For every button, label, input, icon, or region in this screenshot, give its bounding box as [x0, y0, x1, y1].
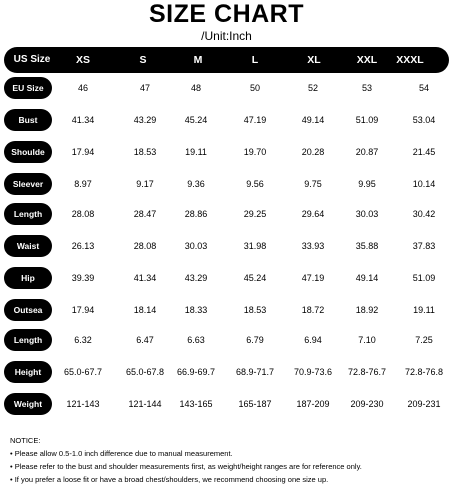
size-s: S: [139, 54, 147, 66]
row-label: Waist: [4, 235, 52, 257]
row-label: Hip: [4, 267, 52, 289]
table-cell: 51.09: [355, 115, 379, 125]
table-cell: 30.03: [355, 209, 379, 219]
table-cell: 18.33: [184, 305, 208, 315]
table-cell: 17.94: [71, 147, 95, 157]
table-cell: 143-165: [179, 399, 213, 409]
table-cell: 51.09: [412, 273, 436, 283]
size-xxxl: XXXL: [396, 54, 424, 66]
notice-item: • Please allow 0.5-1.0 inch difference due to manual measurement.: [10, 449, 233, 458]
table-cell: 19.70: [243, 147, 267, 157]
notice-section: [10, 434, 450, 486]
row-label: EU Size: [4, 77, 52, 99]
table-cell: 18.92: [355, 305, 379, 315]
notice-item: • If you prefer a loose fit or have a broad chest/shoulders, we recommend choosing one size up.: [10, 475, 329, 484]
table-cell: 9.36: [187, 179, 205, 189]
table-cell: 46: [77, 83, 88, 93]
table-cell: 33.93: [301, 241, 325, 251]
table-row: [0, 329, 453, 351]
table-cell: 45.24: [184, 115, 208, 125]
table-cell: 7.25: [415, 335, 433, 345]
table-cell: 8.97: [74, 179, 92, 189]
table-cell: 72.8-76.7: [347, 367, 387, 377]
row-label: Outsea: [4, 299, 52, 321]
table-cell: 18.72: [301, 305, 325, 315]
table-cell: 18.53: [243, 305, 267, 315]
table-cell: 20.87: [355, 147, 379, 157]
table-row: [0, 235, 453, 257]
table-cell: 47.19: [243, 115, 267, 125]
table-cell: 18.53: [133, 147, 157, 157]
table-cell: 45.24: [243, 273, 267, 283]
size-header-row: [0, 47, 453, 73]
size-l: L: [251, 54, 259, 66]
table-cell: 48: [190, 83, 201, 93]
table-cell: 53: [361, 83, 372, 93]
table-cell: 7.10: [358, 335, 376, 345]
size-xxl: XXL: [356, 54, 378, 66]
table-row: [0, 393, 453, 415]
table-cell: 35.88: [355, 241, 379, 251]
table-cell: 187-209: [296, 399, 330, 409]
table-cell: 121-143: [66, 399, 100, 409]
table-cell: 10.14: [412, 179, 436, 189]
notice-item: • Please refer to the bust and shoulder measurements first, as weight/height ranges are for reference only.: [10, 462, 362, 471]
table-cell: 9.17: [136, 179, 154, 189]
table-cell: 52: [307, 83, 318, 93]
table-cell: 20.28: [301, 147, 325, 157]
table-cell: 165-187: [238, 399, 272, 409]
row-label: Weight: [4, 393, 52, 415]
table-cell: 6.32: [74, 335, 92, 345]
table-cell: 37.83: [412, 241, 436, 251]
table-row: [0, 77, 453, 99]
table-cell: 29.25: [243, 209, 267, 219]
table-cell: 47: [139, 83, 150, 93]
table-cell: 6.47: [136, 335, 154, 345]
row-label: Height: [4, 361, 52, 383]
table-row: [0, 203, 453, 225]
row-label: Length: [4, 203, 52, 225]
unit-subtitle: /Unit:Inch: [201, 29, 252, 43]
row-label: Sleever: [4, 173, 52, 195]
table-row: [0, 109, 453, 131]
table-cell: 39.39: [71, 273, 95, 283]
table-cell: 28.86: [184, 209, 208, 219]
table-cell: 121-144: [128, 399, 162, 409]
table-cell: 26.13: [71, 241, 95, 251]
table-cell: 30.42: [412, 209, 436, 219]
table-cell: 41.34: [133, 273, 157, 283]
table-cell: 30.03: [184, 241, 208, 251]
table-cell: 50: [249, 83, 260, 93]
table-cell: 9.75: [304, 179, 322, 189]
table-cell: 66.9-69.7: [176, 367, 216, 377]
table-row: [0, 141, 453, 163]
table-cell: 209-230: [350, 399, 384, 409]
table-cell: 209-231: [407, 399, 441, 409]
table-cell: 31.98: [243, 241, 267, 251]
table-cell: 72.8-76.8: [404, 367, 444, 377]
table-row: [0, 299, 453, 321]
table-cell: 53.04: [412, 115, 436, 125]
size-xs: XS: [75, 54, 90, 66]
table-cell: 28.47: [133, 209, 157, 219]
table-cell: 65.0-67.7: [63, 367, 103, 377]
table-cell: 29.64: [301, 209, 325, 219]
table-cell: 6.63: [187, 335, 205, 345]
us-size-label: US Size: [13, 54, 51, 65]
size-xl: XL: [307, 54, 321, 66]
table-cell: 49.14: [301, 115, 325, 125]
table-cell: 28.08: [133, 241, 157, 251]
table-cell: 17.94: [71, 305, 95, 315]
table-cell: 68.9-71.7: [235, 367, 275, 377]
table-cell: 9.56: [246, 179, 264, 189]
table-row: [0, 361, 453, 383]
table-cell: 65.0-67.8: [125, 367, 165, 377]
table-cell: 49.14: [355, 273, 379, 283]
table-cell: 6.79: [246, 335, 264, 345]
table-cell: 19.11: [413, 305, 435, 315]
table-row: [0, 173, 453, 195]
table-cell: 70.9-73.6: [293, 367, 333, 377]
table-cell: 54: [418, 83, 429, 93]
table-cell: 18.14: [133, 305, 157, 315]
row-label: Bust: [4, 109, 52, 131]
table-cell: 9.95: [358, 179, 376, 189]
row-label: Shoulde: [4, 141, 52, 163]
table-cell: 28.08: [71, 209, 95, 219]
table-row: [0, 267, 453, 289]
notice-heading: NOTICE:: [10, 436, 41, 445]
size-m: M: [193, 54, 203, 66]
table-cell: 19.11: [185, 147, 207, 157]
page-title: SIZE CHART: [149, 0, 304, 28]
table-cell: 6.94: [304, 335, 322, 345]
table-cell: 47.19: [301, 273, 325, 283]
table-cell: 43.29: [184, 273, 208, 283]
table-cell: 41.34: [71, 115, 95, 125]
table-cell: 21.45: [412, 147, 436, 157]
table-cell: 43.29: [133, 115, 157, 125]
row-label: Length: [4, 329, 52, 351]
